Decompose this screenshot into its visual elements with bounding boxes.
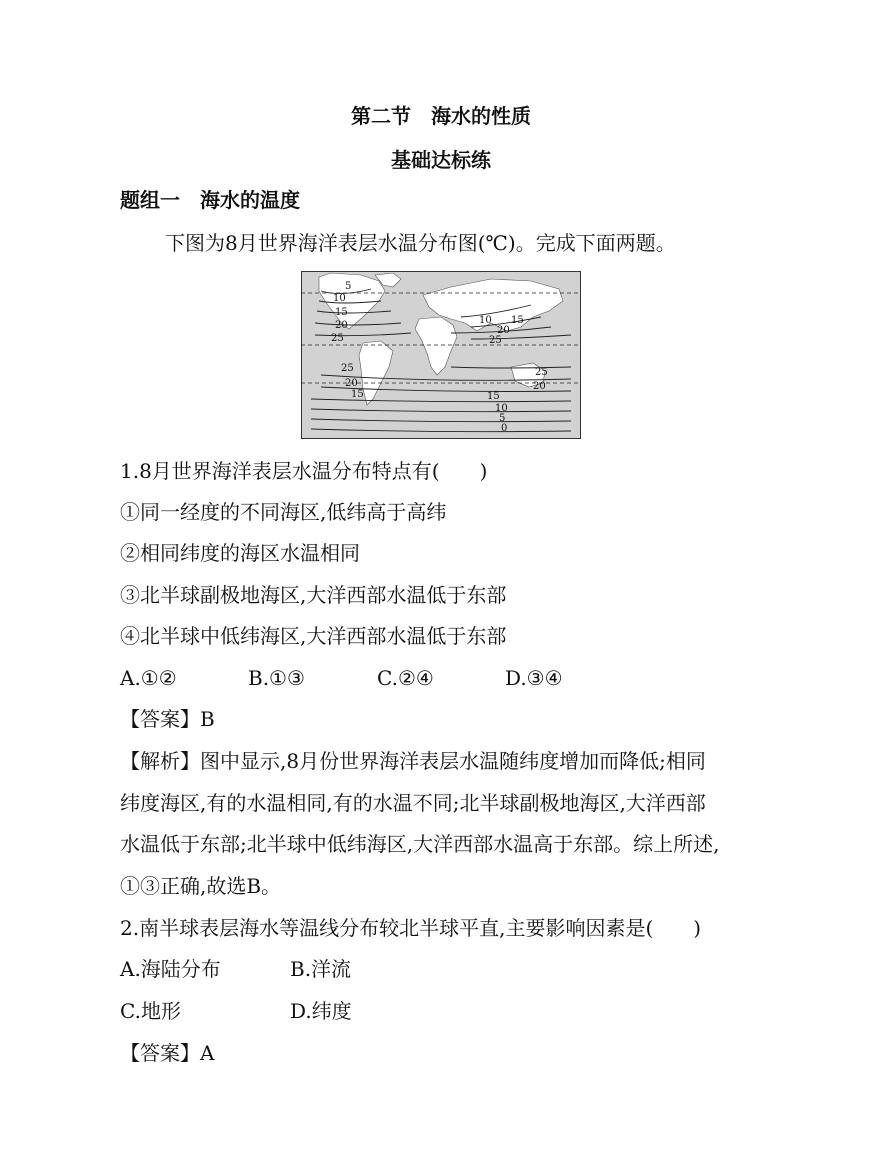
q1-analysis-line-4: ①③正确,故选B。 bbox=[120, 874, 282, 898]
q1-statement-1: ①同一经度的不同海区,低纬高于高纬 bbox=[120, 500, 447, 524]
isotherm-label: 20 bbox=[345, 378, 358, 389]
q1-option-a: A.①② bbox=[120, 666, 177, 690]
isotherm-label: 25 bbox=[331, 333, 344, 344]
isotherm-label: 15 bbox=[487, 391, 500, 402]
section-subtitle: 基础达标练 bbox=[391, 148, 491, 172]
question-1-stem: 1.8月世界海洋表层水温分布特点有( ) bbox=[120, 459, 488, 483]
question-2-stem: 2.南半球表层海水等温线分布较北半球平直,主要影响因素是( ) bbox=[120, 916, 702, 940]
q1-option-b: B.①③ bbox=[248, 666, 305, 690]
q1-statement-2: ②相同纬度的海区水温相同 bbox=[120, 541, 360, 565]
group-heading: 题组一 海水的温度 bbox=[120, 188, 300, 212]
isotherm-label: 10 bbox=[479, 315, 492, 326]
q2-answer: 【答案】A bbox=[120, 1041, 215, 1065]
q1-analysis-line-3: 水温低于东部;北半球中低纬海区,大洋西部水温高于东部。综上所述, bbox=[120, 832, 720, 856]
q1-statement-4: ④北半球中低纬海区,大洋西部水温低于东部 bbox=[120, 624, 507, 648]
q1-analysis-line-2: 纬度海区,有的水温相同,有的水温不同;北半球副极地海区,大洋西部 bbox=[120, 791, 706, 815]
q1-statement-3: ③北半球副极地海区,大洋西部水温低于东部 bbox=[120, 583, 507, 607]
intro-text: 下图为8月世界海洋表层水温分布图(℃)。完成下面两题。 bbox=[165, 231, 676, 255]
isotherm-label: 20 bbox=[533, 381, 546, 392]
q1-option-c: C.②④ bbox=[377, 666, 434, 690]
isotherm-label: 15 bbox=[511, 315, 524, 326]
q1-answer: 【答案】B bbox=[120, 707, 215, 731]
isotherm-label: 20 bbox=[335, 320, 348, 331]
q1-analysis-line-1: 【解析】图中显示,8月份世界海洋表层水温随纬度增加而降低;相同 bbox=[120, 749, 706, 773]
q2-option-a: A.海陆分布 bbox=[120, 957, 221, 981]
isotherm-label: 10 bbox=[495, 403, 508, 414]
isotherm-label: 0 bbox=[501, 423, 508, 434]
isotherm-label: 25 bbox=[341, 363, 354, 374]
q2-option-b: B.洋流 bbox=[290, 957, 352, 981]
isotherm-label: 10 bbox=[333, 293, 346, 304]
isotherm-label: 25 bbox=[489, 335, 502, 346]
q2-option-d: D.纬度 bbox=[290, 999, 352, 1023]
isotherm-label: 5 bbox=[499, 413, 506, 424]
world-sst-map bbox=[301, 271, 581, 439]
isotherm-label: 20 bbox=[497, 325, 510, 336]
isotherm-label: 15 bbox=[351, 389, 364, 400]
section-title: 第二节 海水的性质 bbox=[351, 104, 531, 128]
q1-option-d: D.③④ bbox=[505, 666, 563, 690]
map-svg bbox=[301, 271, 581, 439]
q2-option-c: C.地形 bbox=[120, 999, 181, 1023]
isotherm-label: 15 bbox=[335, 307, 348, 318]
isotherm-label: 5 bbox=[345, 281, 352, 292]
isotherm-label: 25 bbox=[535, 367, 548, 378]
